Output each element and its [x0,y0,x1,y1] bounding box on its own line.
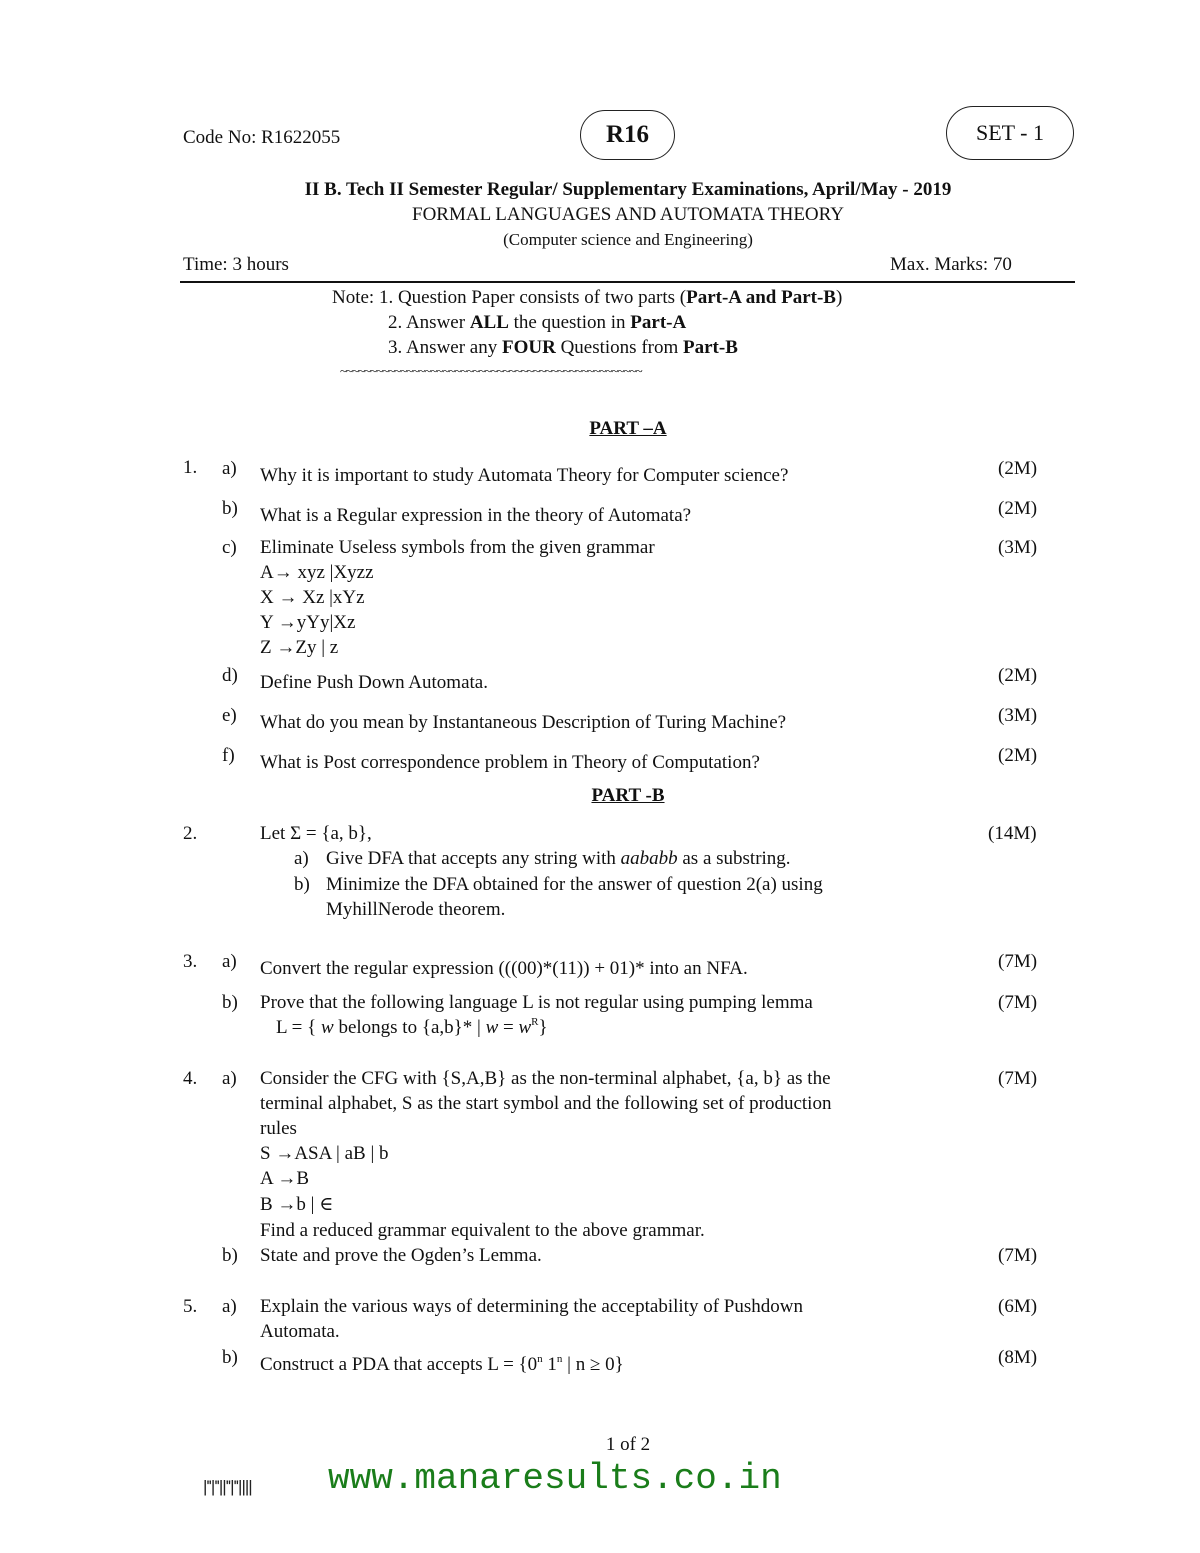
q2a-text: Give DFA that accepts any string with aababb as a substring. [326,848,791,869]
q1a-marks: (2M) [998,458,1038,479]
q4a-label: a) [222,1068,237,1089]
q3b-text: Prove that the following language L is not regular using pumping lemma [260,992,813,1013]
q4a-marks: (7M) [998,1068,1038,1089]
grammar-rule-y: Y →yYy|Xz [260,612,356,633]
question-1-number: 1. [183,457,198,478]
q2-text: Let Σ = {a, b}, [260,823,372,844]
q1b-marks: (2M) [998,498,1038,519]
set-badge: SET - 1 [946,106,1074,160]
regulation-badge: R16 [580,110,675,160]
note-3: 3. Answer any FOUR Questions from Part-B [388,337,738,358]
subject-title: FORMAL LANGUAGES AND AUTOMATA THEORY [412,204,844,225]
q3b-marks: (7M) [998,992,1038,1013]
website-link[interactable]: www.manaresults.co.in [328,1458,782,1499]
q1e-text: What do you mean by Instantaneous Description of Turing Machine? [260,712,787,733]
q1c-text: Eliminate Useless symbols from the given grammar [260,537,655,558]
q2b-text-line2: MyhillNerode theorem. [326,899,506,920]
question-3-number: 3. [183,951,198,972]
q1d-label: d) [222,665,238,686]
part-b-heading: PART -B [591,785,665,806]
max-marks: Max. Marks: 70 [890,254,1012,275]
q1a-text: Why it is important to study Automata Theory for Computer science? [260,465,789,486]
header-rule [180,281,1075,283]
grammar-rule-x: X → Xz |xYz [260,587,365,608]
q1d-text: Define Push Down Automata. [260,672,488,693]
code-number: Code No: R1622055 [183,127,341,148]
grammar-rule-a: A→ xyz |Xyzz [260,562,374,583]
question-5-number: 5. [183,1296,198,1317]
q3a-label: a) [222,951,237,972]
q4b-text: State and prove the Ogden’s Lemma. [260,1245,542,1266]
barcode-strip: |''|''||''|''|||| [203,1477,252,1496]
q4a-rule-s: S →ASA | aB | b [260,1143,389,1164]
exam-title: II B. Tech II Semester Regular/ Supplementary Examinations, April/May - 2019 [304,179,952,200]
q4a-rule-a: A →B [260,1168,310,1189]
note-1: Note: 1. Question Paper consists of two parts (Part-A and Part-B) [332,287,843,308]
q1f-text: What is Post correspondence problem in Theory of Computation? [260,752,760,773]
q1a-label: a) [222,458,237,479]
q3a-marks: (7M) [998,951,1038,972]
q4a-line-2: terminal alphabet, S as the start symbol and the following set of production [260,1093,832,1114]
page-number: 1 of 2 [605,1434,651,1455]
q2-marks: (14M) [988,823,1037,844]
q1f-label: f) [222,745,235,766]
q2b-label: b) [294,874,310,895]
note-2: 2. Answer ALL the question in Part-A [388,312,687,333]
q5b-label: b) [222,1347,238,1368]
q3b-language-definition: L = { w belongs to {a,b}* | $w = w^R$} [276,1016,548,1038]
q1c-marks: (3M) [998,537,1038,558]
q5a-marks: (6M) [998,1296,1038,1317]
q4a-rule-b: B →b | ∈ [260,1194,334,1215]
q1c-label: c) [222,537,237,558]
q5b-text: Construct a PDA that accepts $L = \{0^n$ 1$^n$ | n ≥ 0} [260,1353,624,1375]
q5a-label: a) [222,1296,237,1317]
q1e-marks: (3M) [998,705,1038,726]
time-allowed: Time: 3 hours [183,254,289,275]
q5b-marks: (8M) [998,1347,1038,1368]
q4a-line-3: rules [260,1118,297,1139]
q4b-label: b) [222,1245,238,1266]
q1f-marks: (2M) [998,745,1038,766]
q4a-line-1: Consider the CFG with {S,A,B} as the non-terminal alphabet, {a, b} as the [260,1068,831,1089]
part-a-heading: PART –A [589,418,667,439]
question-4-number: 4. [183,1068,198,1089]
grammar-rule-z: Z →Zy | z [260,637,339,658]
question-2-number: 2. [183,823,198,844]
q2b-text-line1: Minimize the DFA obtained for the answer of question 2(a) using [326,874,823,895]
q1b-label: b) [222,498,238,519]
q1d-marks: (2M) [998,665,1038,686]
q5a-text-line1: Explain the various ways of determining the acceptability of Pushdown [260,1296,803,1317]
q1e-label: e) [222,705,237,726]
q4b-marks: (7M) [998,1245,1038,1266]
q5a-text-line2: Automata. [260,1321,340,1342]
tilde-separator: ~~~~~~~~~~~~~~~~~~~~~~~~~~~~~~~~~~~~~~~~~~~~~~~~~~ [340,364,642,378]
q2a-label: a) [294,848,309,869]
branch-name: (Computer science and Engineering) [503,230,753,249]
q3a-text: Convert the regular expression (((00)*(11)) + 01)* into an NFA. [260,958,748,979]
q1b-text: What is a Regular expression in the theory of Automata? [260,505,692,526]
q4a-instruction: Find a reduced grammar equivalent to the above grammar. [260,1220,705,1241]
q3b-label: b) [222,992,238,1013]
